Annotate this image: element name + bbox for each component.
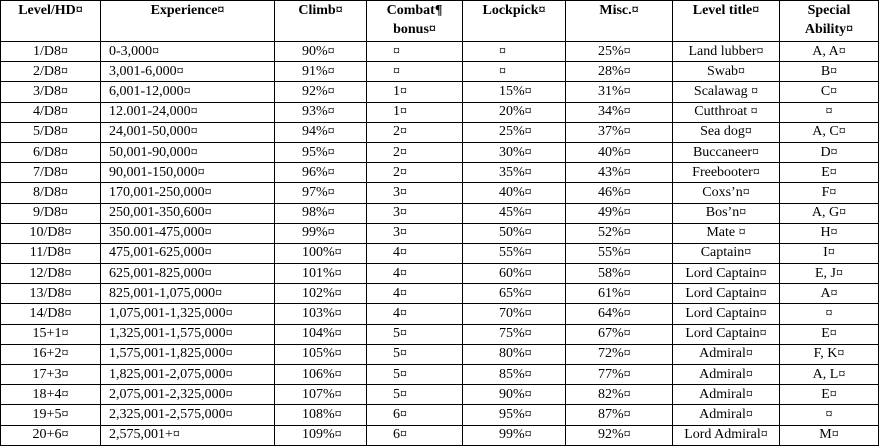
- header-special-line1: Special: [807, 3, 851, 18]
- cell-misc: 87%¤: [566, 405, 673, 425]
- table-row: [1, 324, 879, 344]
- table-row: [1, 425, 879, 445]
- cell-combat-bonus: 5¤: [367, 344, 463, 364]
- cell-climb: 98%¤: [275, 203, 367, 223]
- cell-lockpick: 20%¤: [463, 102, 566, 122]
- cell-level: 18+4¤: [1, 385, 101, 405]
- cell-special-ability: E¤: [780, 324, 879, 344]
- cell-level: 10/D8¤: [1, 223, 101, 243]
- cell-experience: 0-3,000¤: [101, 42, 275, 62]
- cell-combat-bonus: 4¤: [367, 243, 463, 263]
- cell-level-title: Mate ¤: [673, 223, 780, 243]
- cell-climb: 108%¤: [275, 405, 367, 425]
- table-row: [1, 304, 879, 324]
- cell-level-title: Admiral¤: [673, 405, 780, 425]
- cell-experience: 1,325,001-1,575,000¤: [101, 324, 275, 344]
- cell-level-title: Bos’n¤: [673, 203, 780, 223]
- cell-experience: 625,001-825,000¤: [101, 264, 275, 284]
- cell-level: 7/D8¤: [1, 163, 101, 183]
- cell-misc: 31%¤: [566, 82, 673, 102]
- table-row: [1, 163, 879, 183]
- cell-level-title: Lord Captain¤: [673, 284, 780, 304]
- cell-level: 8/D8¤: [1, 183, 101, 203]
- cell-climb: 94%¤: [275, 122, 367, 142]
- cell-experience: 825,001-1,075,000¤: [101, 284, 275, 304]
- cell-special-ability: M¤: [780, 425, 879, 445]
- cell-misc: 82%¤: [566, 385, 673, 405]
- table-row: [1, 122, 879, 142]
- header-row: [1, 1, 879, 42]
- cell-misc: 72%¤: [566, 344, 673, 364]
- cell-climb: 95%¤: [275, 142, 367, 162]
- cell-lockpick: 60%¤: [463, 264, 566, 284]
- table-row: [1, 223, 879, 243]
- cell-lockpick: 65%¤: [463, 284, 566, 304]
- cell-lockpick: 85%¤: [463, 365, 566, 385]
- cell-climb: 104%¤: [275, 324, 367, 344]
- table-row: [1, 102, 879, 122]
- cell-combat-bonus: 6¤: [367, 425, 463, 445]
- table-row: [1, 284, 879, 304]
- cell-combat-bonus: ¤: [367, 62, 463, 82]
- cell-lockpick: 80%¤: [463, 344, 566, 364]
- header-experience: Experience¤: [101, 1, 275, 42]
- header-lockpick: Lockpick¤: [463, 1, 566, 42]
- cell-level: 4/D8¤: [1, 102, 101, 122]
- cell-special-ability: ¤: [780, 405, 879, 425]
- cell-climb: 101%¤: [275, 264, 367, 284]
- cell-special-ability: F¤: [780, 183, 879, 203]
- cell-combat-bonus: 6¤: [367, 405, 463, 425]
- cell-special-ability: E¤: [780, 163, 879, 183]
- cell-climb: 100%¤: [275, 243, 367, 263]
- cell-lockpick: 30%¤: [463, 142, 566, 162]
- cell-climb: 99%¤: [275, 223, 367, 243]
- table-row: [1, 405, 879, 425]
- cell-combat-bonus: 1¤: [367, 102, 463, 122]
- cell-lockpick: 95%¤: [463, 405, 566, 425]
- cell-level: 3/D8¤: [1, 82, 101, 102]
- cell-special-ability: ¤: [780, 102, 879, 122]
- cell-climb: 107%¤: [275, 385, 367, 405]
- cell-level-title: Lord Captain¤: [673, 324, 780, 344]
- cell-level: 14/D8¤: [1, 304, 101, 324]
- cell-special-ability: H¤: [780, 223, 879, 243]
- cell-special-ability: B¤: [780, 62, 879, 82]
- table-row: [1, 365, 879, 385]
- cell-climb: 109%¤: [275, 425, 367, 445]
- cell-experience: 2,075,001-2,325,000¤: [101, 385, 275, 405]
- cell-combat-bonus: 4¤: [367, 264, 463, 284]
- cell-special-ability: I¤: [780, 243, 879, 263]
- cell-misc: 92%¤: [566, 425, 673, 445]
- cell-misc: 37%¤: [566, 122, 673, 142]
- cell-climb: 97%¤: [275, 183, 367, 203]
- cell-combat-bonus: 2¤: [367, 163, 463, 183]
- cell-misc: 61%¤: [566, 284, 673, 304]
- header-combat-line1: Combat¶: [386, 3, 443, 18]
- cell-experience: 2,325,001-2,575,000¤: [101, 405, 275, 425]
- cell-misc: 52%¤: [566, 223, 673, 243]
- cell-lockpick: 45%¤: [463, 203, 566, 223]
- table-row: [1, 344, 879, 364]
- cell-level-title: Lord Captain¤: [673, 264, 780, 284]
- cell-level: 17+3¤: [1, 365, 101, 385]
- cell-climb: 103%¤: [275, 304, 367, 324]
- cell-combat-bonus: 4¤: [367, 284, 463, 304]
- cell-level: 15+1¤: [1, 324, 101, 344]
- cell-combat-bonus: 2¤: [367, 122, 463, 142]
- cell-experience: 170,001-250,000¤: [101, 183, 275, 203]
- table-row: [1, 62, 879, 82]
- cell-lockpick: ¤: [463, 42, 566, 62]
- cell-level: 16+2¤: [1, 344, 101, 364]
- cell-misc: 77%¤: [566, 365, 673, 385]
- header-level-title: Level title¤: [673, 1, 780, 42]
- cell-experience: 90,001-150,000¤: [101, 163, 275, 183]
- cell-climb: 106%¤: [275, 365, 367, 385]
- cell-misc: 43%¤: [566, 163, 673, 183]
- cell-special-ability: ¤: [780, 304, 879, 324]
- cell-misc: 55%¤: [566, 243, 673, 263]
- cell-experience: 24,001-50,000¤: [101, 122, 275, 142]
- cell-combat-bonus: 5¤: [367, 324, 463, 344]
- cell-level-title: Lord Captain¤: [673, 304, 780, 324]
- cell-level-title: Freebooter¤: [673, 163, 780, 183]
- cell-climb: 92%¤: [275, 82, 367, 102]
- cell-climb: 96%¤: [275, 163, 367, 183]
- cell-experience: 1,575,001-1,825,000¤: [101, 344, 275, 364]
- cell-climb: 102%¤: [275, 284, 367, 304]
- cell-level-title: Cutthroat ¤: [673, 102, 780, 122]
- cell-misc: 49%¤: [566, 203, 673, 223]
- cell-experience: 12.001-24,000¤: [101, 102, 275, 122]
- cell-level: 19+5¤: [1, 405, 101, 425]
- cell-level-title: Buccaneer¤: [673, 142, 780, 162]
- cell-experience: 250,001-350,600¤: [101, 203, 275, 223]
- cell-level-title: Admiral¤: [673, 385, 780, 405]
- cell-misc: 40%¤: [566, 142, 673, 162]
- table-row: [1, 385, 879, 405]
- cell-special-ability: A, L¤: [780, 365, 879, 385]
- cell-level-title: Admiral¤: [673, 344, 780, 364]
- cell-level-title: Coxs’n¤: [673, 183, 780, 203]
- cell-lockpick: 70%¤: [463, 304, 566, 324]
- table-row: [1, 243, 879, 263]
- cell-misc: 58%¤: [566, 264, 673, 284]
- cell-experience: 50,001-90,000¤: [101, 142, 275, 162]
- cell-climb: 105%¤: [275, 344, 367, 364]
- table-row: [1, 203, 879, 223]
- cell-level-title: Captain¤: [673, 243, 780, 263]
- cell-level: 13/D8¤: [1, 284, 101, 304]
- header-combat-line2: bonus¤: [393, 22, 436, 37]
- cell-special-ability: F, K¤: [780, 344, 879, 364]
- cell-combat-bonus: 1¤: [367, 82, 463, 102]
- cell-experience: 350.001-475,000¤: [101, 223, 275, 243]
- cell-level-title: Lord Admiral¤: [673, 425, 780, 445]
- cell-lockpick: 35%¤: [463, 163, 566, 183]
- cell-climb: 90%¤: [275, 42, 367, 62]
- cell-combat-bonus: ¤: [367, 42, 463, 62]
- table-row: [1, 142, 879, 162]
- cell-misc: 34%¤: [566, 102, 673, 122]
- cell-combat-bonus: 5¤: [367, 385, 463, 405]
- cell-level-title: Admiral¤: [673, 365, 780, 385]
- cell-special-ability: A, G¤: [780, 203, 879, 223]
- cell-lockpick: 75%¤: [463, 324, 566, 344]
- table-row: [1, 42, 879, 62]
- cell-special-ability: E¤: [780, 385, 879, 405]
- cell-lockpick: 50%¤: [463, 223, 566, 243]
- cell-lockpick: 25%¤: [463, 122, 566, 142]
- header-combat-bonus: [367, 1, 463, 42]
- header-misc: Misc.¤: [566, 1, 673, 42]
- cell-combat-bonus: 3¤: [367, 203, 463, 223]
- header-climb: Climb¤: [275, 1, 367, 42]
- cell-combat-bonus: 4¤: [367, 304, 463, 324]
- cell-level-title: Scalawag ¤: [673, 82, 780, 102]
- cell-climb: 91%¤: [275, 62, 367, 82]
- table-body: [1, 42, 879, 446]
- cell-misc: 67%¤: [566, 324, 673, 344]
- cell-experience: 2,575,001+¤: [101, 425, 275, 445]
- cell-lockpick: 99%¤: [463, 425, 566, 445]
- cell-lockpick: 15%¤: [463, 82, 566, 102]
- cell-special-ability: A¤: [780, 284, 879, 304]
- header-special-ability: [780, 1, 879, 42]
- cell-level: 5/D8¤: [1, 122, 101, 142]
- cell-misc: 28%¤: [566, 62, 673, 82]
- table-row: [1, 183, 879, 203]
- header-special-line2: Ability¤: [804, 22, 854, 37]
- cell-level: 9/D8¤: [1, 203, 101, 223]
- cell-experience: 3,001-6,000¤: [101, 62, 275, 82]
- table-row: [1, 264, 879, 284]
- cell-misc: 25%¤: [566, 42, 673, 62]
- cell-combat-bonus: 3¤: [367, 183, 463, 203]
- cell-experience: 475,001-625,000¤: [101, 243, 275, 263]
- table-row: [1, 82, 879, 102]
- cell-level: 2/D8¤: [1, 62, 101, 82]
- cell-special-ability: C¤: [780, 82, 879, 102]
- header-level: Level/HD¤: [1, 1, 101, 42]
- cell-level-title: Sea dog¤: [673, 122, 780, 142]
- cell-level: 1/D8¤: [1, 42, 101, 62]
- cell-lockpick: 55%¤: [463, 243, 566, 263]
- cell-lockpick: ¤: [463, 62, 566, 82]
- cell-experience: 1,075,001-1,325,000¤: [101, 304, 275, 324]
- cell-level-title: Swab¤: [673, 62, 780, 82]
- cell-level: 6/D8¤: [1, 142, 101, 162]
- cell-lockpick: 90%¤: [463, 385, 566, 405]
- cell-level: 20+6¤: [1, 425, 101, 445]
- cell-level: 11/D8¤: [1, 243, 101, 263]
- cell-level-title: Land lubber¤: [673, 42, 780, 62]
- cell-misc: 64%¤: [566, 304, 673, 324]
- cell-special-ability: D¤: [780, 142, 879, 162]
- cell-combat-bonus: 2¤: [367, 142, 463, 162]
- cell-level: 12/D8¤: [1, 264, 101, 284]
- cell-experience: 1,825,001-2,075,000¤: [101, 365, 275, 385]
- cell-combat-bonus: 3¤: [367, 223, 463, 243]
- cell-special-ability: A, A¤: [780, 42, 879, 62]
- cell-combat-bonus: 5¤: [367, 365, 463, 385]
- cell-special-ability: E, J¤: [780, 264, 879, 284]
- cell-misc: 46%¤: [566, 183, 673, 203]
- cell-lockpick: 40%¤: [463, 183, 566, 203]
- cell-special-ability: A, C¤: [780, 122, 879, 142]
- cell-experience: 6,001-12,000¤: [101, 82, 275, 102]
- cell-climb: 93%¤: [275, 102, 367, 122]
